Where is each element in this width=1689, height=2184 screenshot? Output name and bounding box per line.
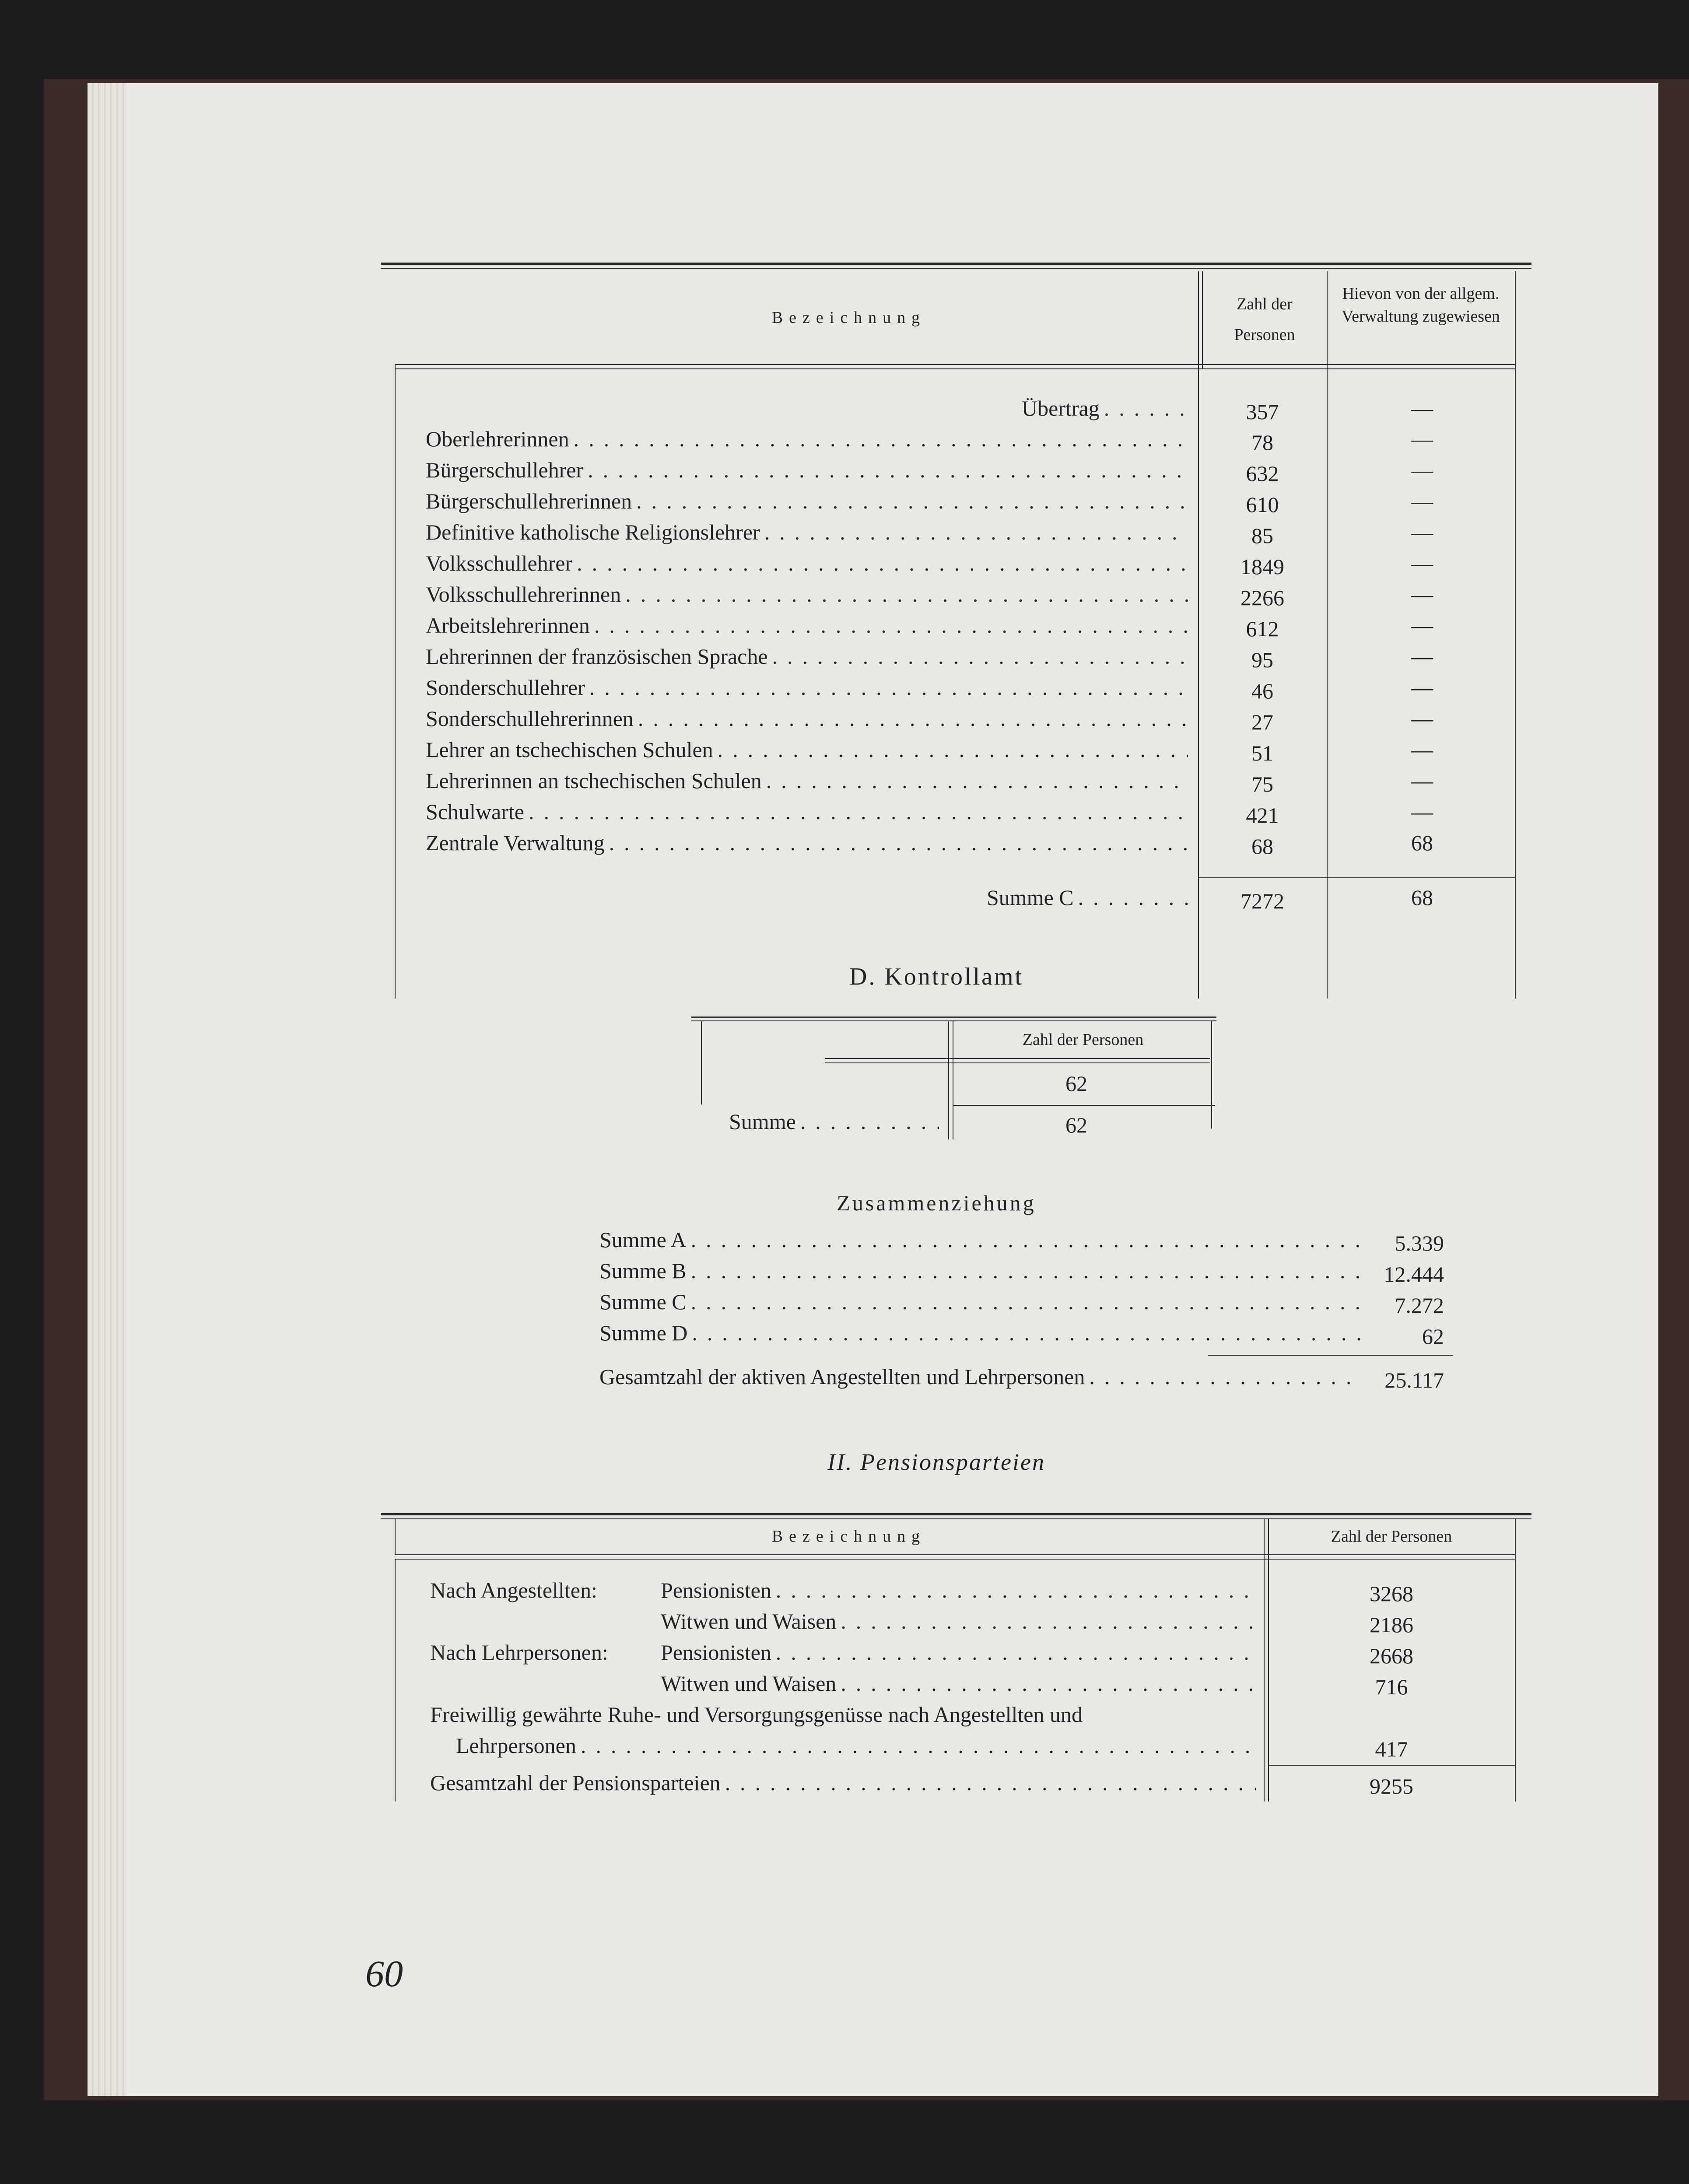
pensions-total-count: 9255 [1370, 1774, 1413, 1798]
pensions-header-designation: Bezeichnung [771, 1527, 926, 1546]
header-admin: Hievon von der allgem. Verwaltung zugewiesen [1342, 284, 1500, 326]
header-count: Zahl der Personen [1234, 295, 1295, 344]
voluntary-line2: Lehrpersonen ..... [456, 1732, 1256, 1759]
section-d-sum-value: 62 [1065, 1113, 1087, 1137]
sum-c-admin: 68 [1411, 885, 1433, 910]
section-d-sum-row: Summe ..... [729, 1108, 939, 1135]
table-row: Lehrer an tschechischen Schulen ..... [426, 736, 1188, 763]
table-row: Lehrerinnen der französischen Sprache ..... [426, 643, 1188, 670]
carry-admin: — [1411, 396, 1433, 421]
table-row: Volksschullehrerinnen ..... [426, 581, 1188, 608]
book-page: Bezeichnung Zahl der Personen Hievon von der allgem. Verwaltung zugewiesen Übertrag ..... 357 — Oberlehrerinnen ..... 78 — Bürgerschullehrer ..... 632 — Bürgerschullehrerinnen ..... 610 — Definitive katholische Religionslehrer ..... 85 — Volksschullehrer ..... 1849 — Volksschullehrerinnen ..... 2266 — Arbeitslehrerinnen ..... 612 — Lehrerinnen der französischen Sprache ..... 95 — Sonderschullehrer ..... 46 — Sonderschullehrerinnen ..... 27 — Lehrer an tschechischen Schulen ..... 51 — Lehrerinnen an tschechischen Schulen ..... 75 — Schulwarte ..... 421 — Zentrale Verwaltung ..... 68 68 Summe C ..... 7272 68 D. Kontrollamt Zahl der Personen 62 Summe ..... 62 Zusammenziehung Summe A ..... 5.339 Summe B ..... 12.444 Summe C ..... 7.272 Summe D ..... 62 Gesamtzahl der aktiven Angestellten und Lehrpersonen ..... 25.117 II. Pensionsparteien Bezeichnung Zahl der Personen Nach Angestellten: Pensionisten ..... 3268 Witwen und Waisen ..... 2186 Nach Lehrpersonen: Pensionisten ..... 2668 Witwen und Waisen ..... 716 Freiwillig gewährte Ruhe- und Versorgungsgenüsse nach Angestellten und Lehrpersonen ..... 417 Gesamtzahl der Pensionsparteien ..... 9255 60 [127, 83, 1658, 2096]
voluntary-count: 417 [1375, 1737, 1408, 1761]
table-row: Bürgerschullehrerinnen ..... [426, 487, 1188, 515]
section-d-header: Zahl der Personen [1022, 1031, 1144, 1049]
table-row: Zentrale Verwaltung ..... [426, 829, 1188, 856]
pension-row: Pensionisten ..... [661, 1577, 1256, 1604]
sum-c-row: Summe C ..... [987, 884, 1188, 911]
summary-total-row: Gesamtzahl der aktiven Angestellten und Lehrpersonen ..... [599, 1363, 1361, 1390]
sum-c-count: 7272 [1240, 889, 1284, 913]
pension-row: Pensionisten ..... [661, 1639, 1256, 1666]
table-row: Oberlehrerinnen ..... [426, 425, 1188, 452]
group-employees: Nach Angestellten: [430, 1578, 597, 1602]
table-row: Sonderschullehrer ..... [426, 674, 1188, 701]
pensions-header-count: Zahl der Personen [1331, 1527, 1452, 1546]
summary-row: Summe C ..... [599, 1288, 1361, 1315]
table-row: Bürgerschullehrer ..... [426, 456, 1188, 484]
pension-row: Witwen und Waisen ..... [661, 1670, 1256, 1697]
section-d-title: D. Kontrollamt [849, 963, 1024, 990]
section-d-value: 62 [1065, 1071, 1087, 1096]
voluntary-line1: Freiwillig gewährte Ruhe- und Versorgungsgenüsse nach Angestellten und [430, 1702, 1083, 1727]
page-number: 60 [365, 1953, 403, 1995]
header-designation: Bezeichnung [771, 308, 926, 327]
table-row: Arbeitslehrerinnen ..... [426, 612, 1188, 639]
table-row: Lehrerinnen an tschechischen Schulen ..... [426, 767, 1188, 794]
pensions-total-row: Gesamtzahl der Pensionsparteien ..... [430, 1769, 1256, 1796]
pension-row: Witwen und Waisen ..... [661, 1608, 1256, 1635]
summary-total-value: 25.117 [1384, 1368, 1444, 1392]
group-teachers: Nach Lehrpersonen: [430, 1640, 608, 1665]
carry-count: 357 [1246, 400, 1279, 424]
summary-row: Summe A ..... [599, 1226, 1361, 1253]
table-row: Schulwarte ..... [426, 798, 1188, 825]
table-row: Definitive katholische Religionslehrer ..... [426, 519, 1188, 546]
carry-row: Übertrag ..... [1022, 395, 1188, 422]
pensions-title: II. Pensionsparteien [827, 1449, 1045, 1475]
summary-title: Zusammenziehung [837, 1191, 1036, 1215]
summary-row: Summe B ..... [599, 1257, 1361, 1284]
table-row: Volksschullehrer ..... [426, 550, 1188, 577]
table-row: Sonderschullehrerinnen ..... [426, 705, 1188, 732]
summary-row: Summe D ..... [599, 1319, 1361, 1346]
